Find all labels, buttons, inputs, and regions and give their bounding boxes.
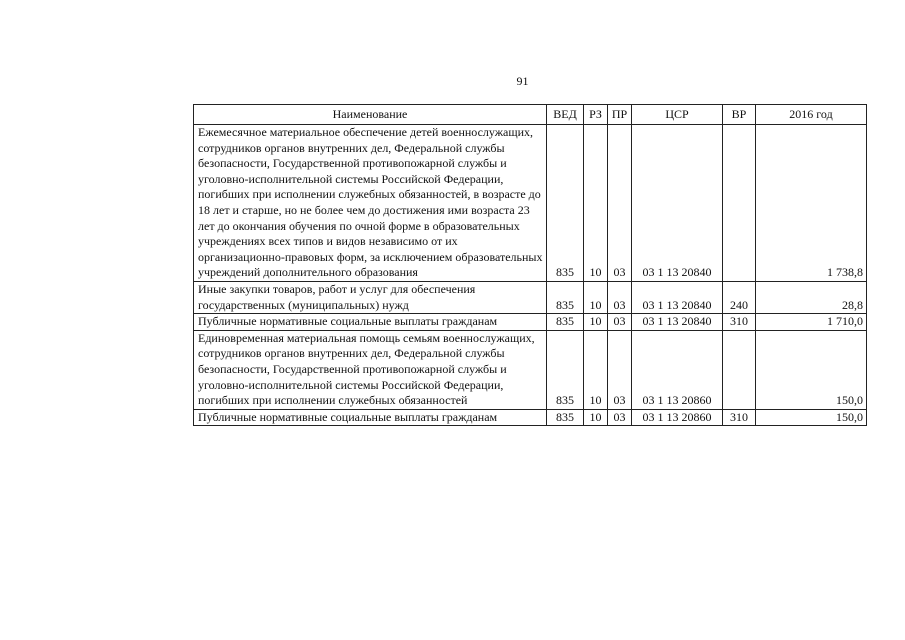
row-pr: 03 [608, 409, 632, 426]
row-amount: 1 738,8 [756, 125, 867, 282]
budget-table [193, 104, 867, 426]
row-vr: 240 [723, 281, 756, 313]
row-pr: 03 [608, 125, 632, 282]
row-pr: 03 [608, 330, 632, 409]
row-csr: 03 1 13 20840 [632, 125, 723, 282]
row-rz: 10 [584, 125, 608, 282]
row-ved: 835 [547, 330, 584, 409]
row-amount: 150,0 [756, 409, 867, 426]
row-name: Публичные нормативные социальные выплаты гражданам [194, 409, 547, 426]
table-row [194, 314, 867, 331]
row-csr: 03 1 13 20840 [632, 314, 723, 331]
row-name: Иные закупки товаров, работ и услуг для обеспечения государственных (муниципальных) нужд [194, 281, 547, 313]
header-pr: ПР [608, 105, 632, 125]
table-row [194, 125, 867, 282]
table-row [194, 409, 867, 426]
row-name: Ежемесячное материальное обеспечение детей военнослужащих, сотрудников органов внутренних дел, Федеральной службы безопасности, Государственной противопожарной службы и уголовно-исполнительной системы Российской Федерации, погибших при исполнении служебных обязанностей, в возрасте до 18 лет и старше, но не более чем до достижения ими возраста 23 лет до окончания обучения по очной форме в образовательных учреждениях всех типов и видов независимо от их организационно-правовых форм, за исключением образовательных учреждений дополнительного образования [194, 125, 547, 282]
row-ved: 835 [547, 125, 584, 282]
row-amount: 1 710,0 [756, 314, 867, 331]
row-amount: 150,0 [756, 330, 867, 409]
row-csr: 03 1 13 20860 [632, 330, 723, 409]
row-vr: 310 [723, 314, 756, 331]
row-csr: 03 1 13 20860 [632, 409, 723, 426]
table-row [194, 281, 867, 313]
row-ved: 835 [547, 314, 584, 331]
row-name: Единовременная материальная помощь семьям военнослужащих, сотрудников органов внутренних дел, Федеральной службы безопасности, Государственной противопожарной службы и уголовно-исполнительной системы Российской Федерации, погибших при исполнении служебных обязанностей [194, 330, 547, 409]
row-csr: 03 1 13 20840 [632, 281, 723, 313]
header-year: 2016 год [756, 105, 867, 125]
table-header-row [194, 105, 867, 125]
row-rz: 10 [584, 314, 608, 331]
header-name: Наименование [194, 105, 547, 125]
header-rz: РЗ [584, 105, 608, 125]
row-ved: 835 [547, 281, 584, 313]
page-number: 91 [516, 74, 529, 88]
row-vr [723, 330, 756, 409]
row-pr: 03 [608, 281, 632, 313]
header-csr: ЦСР [632, 105, 723, 125]
header-ved: ВЕД [547, 105, 584, 125]
header-vr: ВР [723, 105, 756, 125]
row-ved: 835 [547, 409, 584, 426]
row-vr [723, 125, 756, 282]
row-rz: 10 [584, 409, 608, 426]
row-vr: 310 [723, 409, 756, 426]
row-amount: 28,8 [756, 281, 867, 313]
table-row [194, 330, 867, 409]
row-name: Публичные нормативные социальные выплаты гражданам [194, 314, 547, 331]
row-rz: 10 [584, 281, 608, 313]
row-pr: 03 [608, 314, 632, 331]
row-rz: 10 [584, 330, 608, 409]
